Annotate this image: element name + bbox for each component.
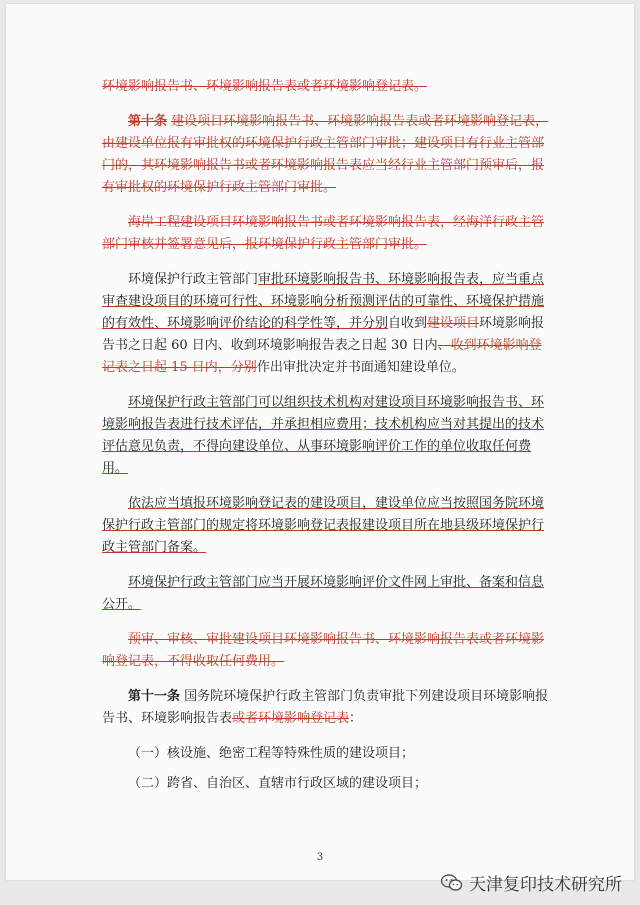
inserted-text: 审批环境影响报告书、环境影响报告表，应当 [258,272,519,287]
body-text: 作出审批决定并书面通知建设单位。 [256,360,465,375]
document-body [102,76,552,803]
deleted-text: 海岸工程建设项目环境影响报告书或者环境影响报告表，经海洋行政主管部门审核并签署意见后，报环境保护行政主管部门审批。 [102,215,545,252]
inserted-text: 依法应当填报环境影响登记表的建设项目，建设单位应当按照国务院环境保护行政主管部门的规定将环境影响登记表报建设项目所在地县级环境保护行政主管部门备案。 [102,496,545,555]
body-text: 环境影响报告书之日起 60 日内、收到环境影响报告表之日起 30 日内 [102,316,545,353]
paragraph-6 [102,493,552,559]
deleted-text: 或者环境影响登记表 [232,711,350,726]
list-item-text: （一）核设施、绝密工程等特殊性质的建设项目； [128,746,415,761]
deleted-text: 建设项目 [427,316,480,331]
article-10-label: 第十条 [128,114,168,129]
body-text: 自收到 [388,316,428,331]
list-item-2 [102,773,552,795]
article-10-paragraph [102,111,552,199]
watermark-text: 天津复印技术研究所 [469,875,622,895]
wechat-icon [441,874,461,892]
deleted-text: 建设项目环境影响报告书、环境影响报告表或者环境影响登记表，由建设单位报有审批权的环境保护行政主管部门审批；建设项目有行业主管部门的，其环境影响报告书或者环境影响报告表应当经行业主管部门预审后，报有审批权的环境保护行政主管部门审批。 [102,114,549,195]
body-text: 国务院环境保护行政主管部门负责审批下列建设项目环境影响报告书、环境影响报告表 [102,689,549,726]
paragraph-3 [102,212,552,256]
deleted-text: 、收到环境影响登记表之日起 15 日内，分别 [102,338,542,375]
deleted-text: 环境影响报告书、环境影响报告表或者环境影响登记表。 [102,79,428,94]
inserted-text: 重点审查建设项目的环境可行性、环境影响分析预测评估的可靠性、环境保护措施的有效性、环境影响评价结论的科学性等，并分别 [102,272,545,331]
body-text: 环境保护行政主管部门 [128,272,259,287]
page-number: 3 [316,852,324,863]
paragraph-8 [102,629,552,673]
list-item-text: （二）跨省、自治区、直辖市行政区域的建设项目； [128,776,428,791]
paragraph-4 [102,269,552,379]
watermark [441,870,622,895]
paragraph-5 [102,392,552,480]
article-11-paragraph [102,686,552,730]
document-page [6,4,634,880]
inserted-text: 环境保护行政主管部门可以组织技术机构对建设项目环境影响报告书、环境影响报告表进行技术评估，并承担相应费用；技术机构应当对其提出的技术评估意见负责，不得向建设单位、从事环境影响评价工作的单位收取任何费用。 [102,395,545,476]
paragraph-7 [102,572,552,616]
paragraph-1 [102,76,552,98]
article-11-label: 第十一条 [128,689,181,704]
deleted-text: 预审、审核、审批建设项目环境影响报告书、环境影响报告表或者环境影响登记表，不得收取任何费用。 [102,632,545,669]
body-text: ： [349,711,363,726]
inserted-text: 环境保护行政主管部门应当开展环境影响评价文件网上审批、备案和信息公开。 [102,575,545,612]
list-item-1 [102,743,552,765]
